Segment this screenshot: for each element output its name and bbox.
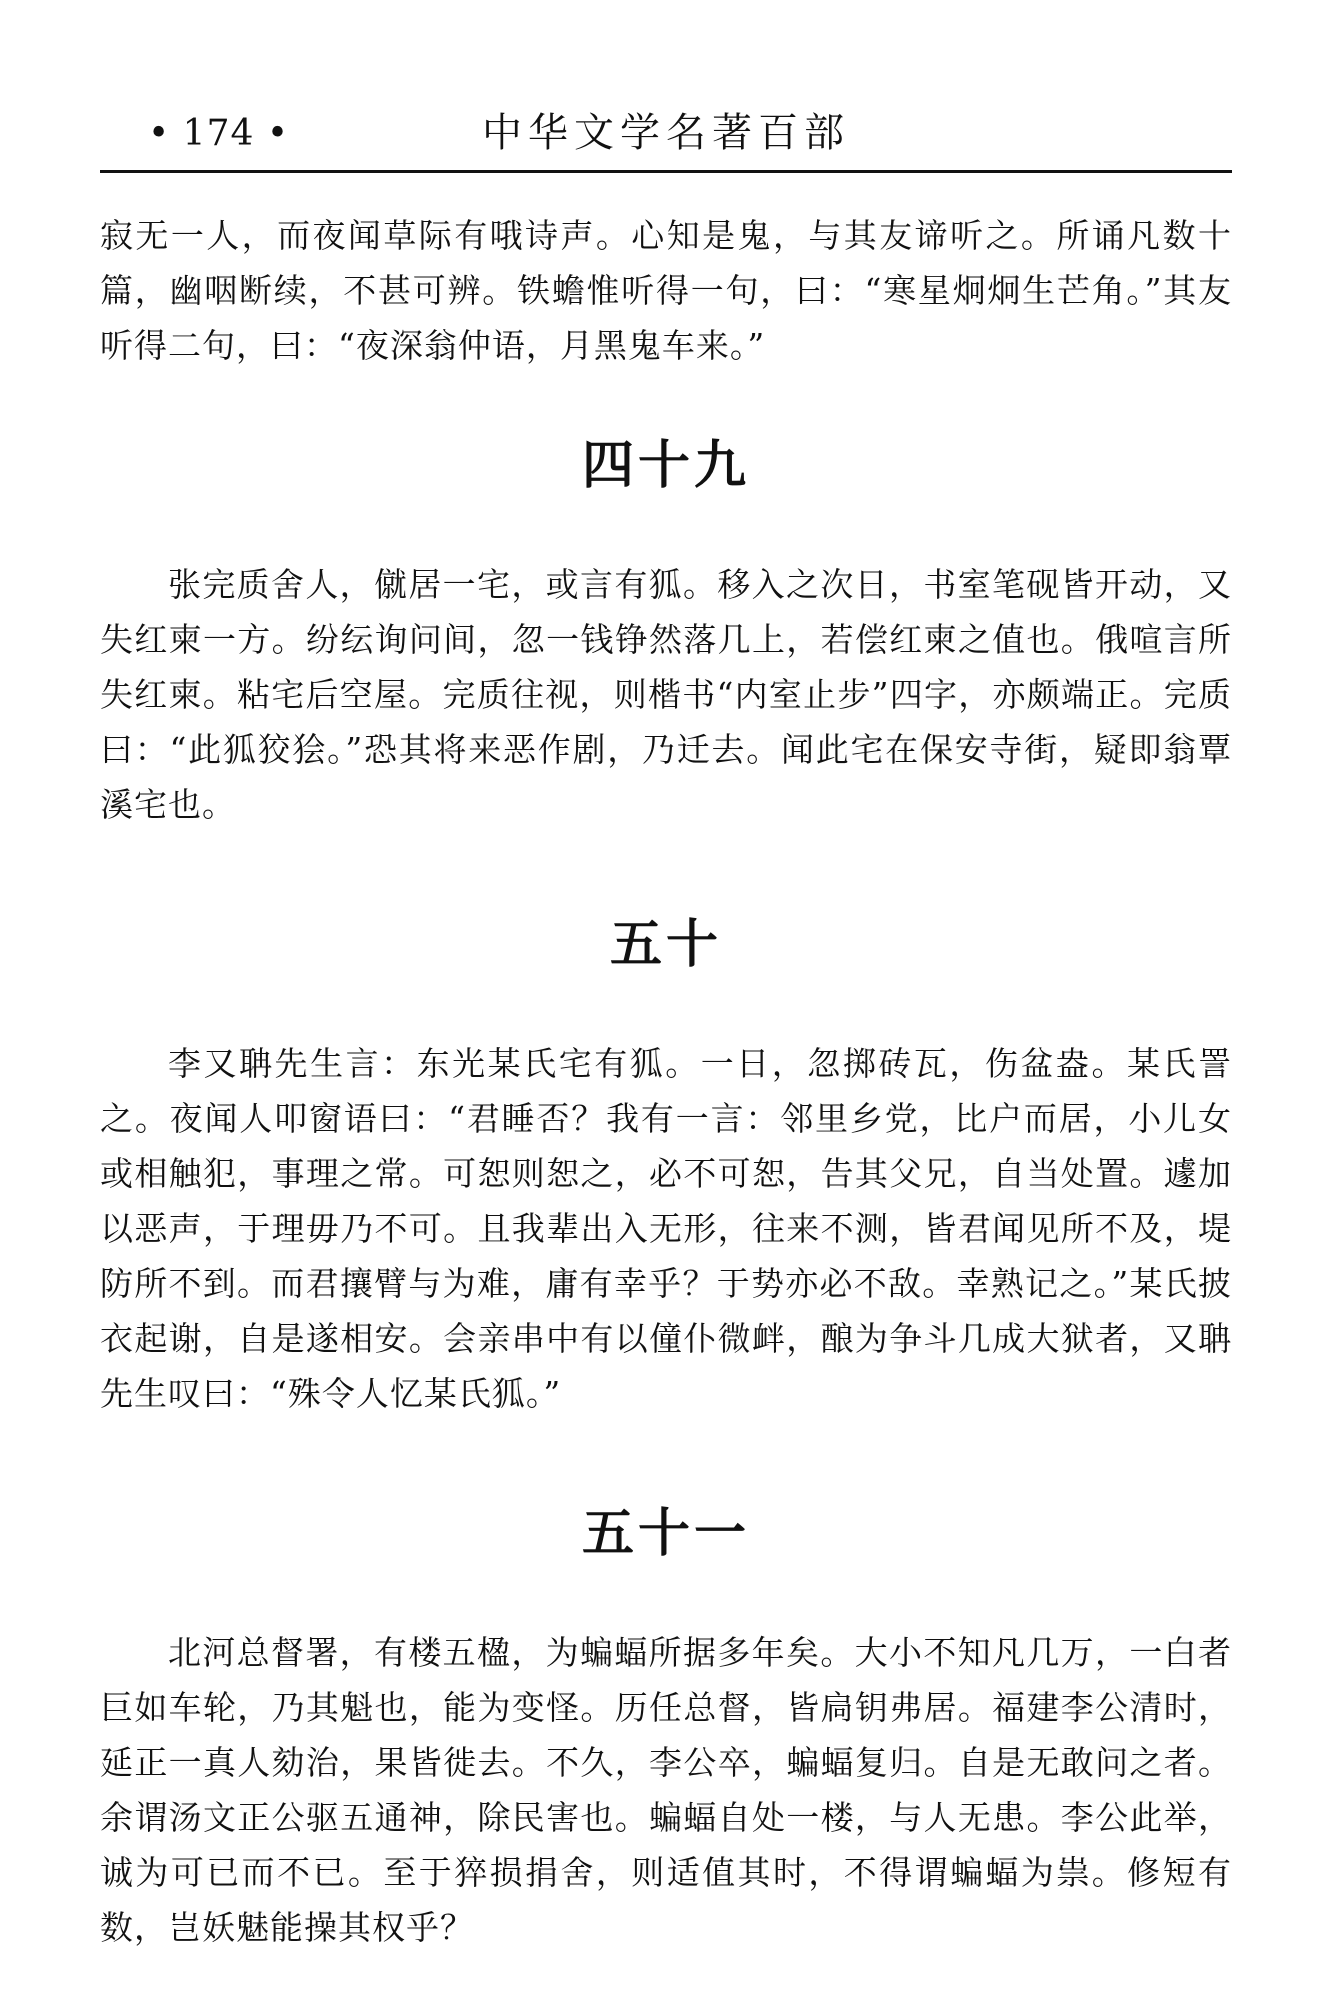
page-number: • 174 • — [148, 113, 290, 154]
page-header — [100, 100, 1232, 170]
section-paragraph-51: 北河总督署，有楼五楹，为蝙蝠所据多年矣。大小不知凡几万，一白者巨如车轮，乃其魁也，能为变怪。历任总督，皆扃钥弗居。福建李公清时，延正一真人劾治，果皆徙去。不久，李公卒，蝙蝠复归。自是无敢问之者。余谓汤文正公驱五通神，除民害也。蝙蝠自处一楼，与人无患。李公此举，诚为可已而不已。至于猝损捐舍，则适值其时，不得谓蝙蝠为祟。修短有数，岂妖魅能操其权乎？ — [100, 1633, 1232, 1947]
section-paragraph-49: 张完质舍人，僦居一宅，或言有狐。移入之次日，书室笔砚皆开动，又失红柬一方。纷纭询问间，忽一钱铮然落几上，若偿红柬之值也。俄喧言所失红柬。粘宅后空屋。完质往视，则楷书“内室止步”四字，亦颇端正。完质曰：“此狐狡狯。”恐其将来恶作剧，乃迁去。闻此宅在保安寺街，疑即翁覃溪宅也。 — [100, 565, 1232, 824]
running-title: 中华文学名著百部 — [482, 110, 850, 156]
section-paragraph-50: 李又聃先生言：东光某氏宅有狐。一日，忽掷砖瓦，伤盆盎。某氏詈之。夜闻人叩窗语曰：“君睡否？我有一言：邻里乡党，比户而居，小儿女或相触犯，事理之常。可恕则恕之，必不可恕，告其父兄，自当处置。遽加以恶声，于理毋乃不可。且我辈出入无形，往来不测，皆君闻见所不及，堤防所不到。而君攘臂与为难，庸有幸乎？于势亦必不敌。幸熟记之。”某氏披衣起谢，自是遂相安。会亲串中有以僮仆微衅，酿为争斗几成大狱者，又聃先生叹曰：“殊令人忆某氏狐。” — [100, 1044, 1232, 1413]
book-page — [100, 0, 1232, 1997]
section-heading-50: 五十 — [609, 915, 722, 975]
section-heading-51: 五十一 — [581, 1504, 750, 1564]
continued-paragraph: 寂无一人，而夜闻草际有哦诗声。心知是鬼，与其友谛听之。所诵凡数十篇，幽咽断续，不甚可辨。铁蟾惟听得一句，曰：“寒星炯炯生芒角。”其友听得二句，曰：“夜深翁仲语，月黑鬼车来。” — [100, 216, 1232, 365]
page-body — [100, 208, 1232, 1955]
header-divider — [100, 170, 1232, 173]
section-heading-49: 四十九 — [581, 436, 750, 496]
